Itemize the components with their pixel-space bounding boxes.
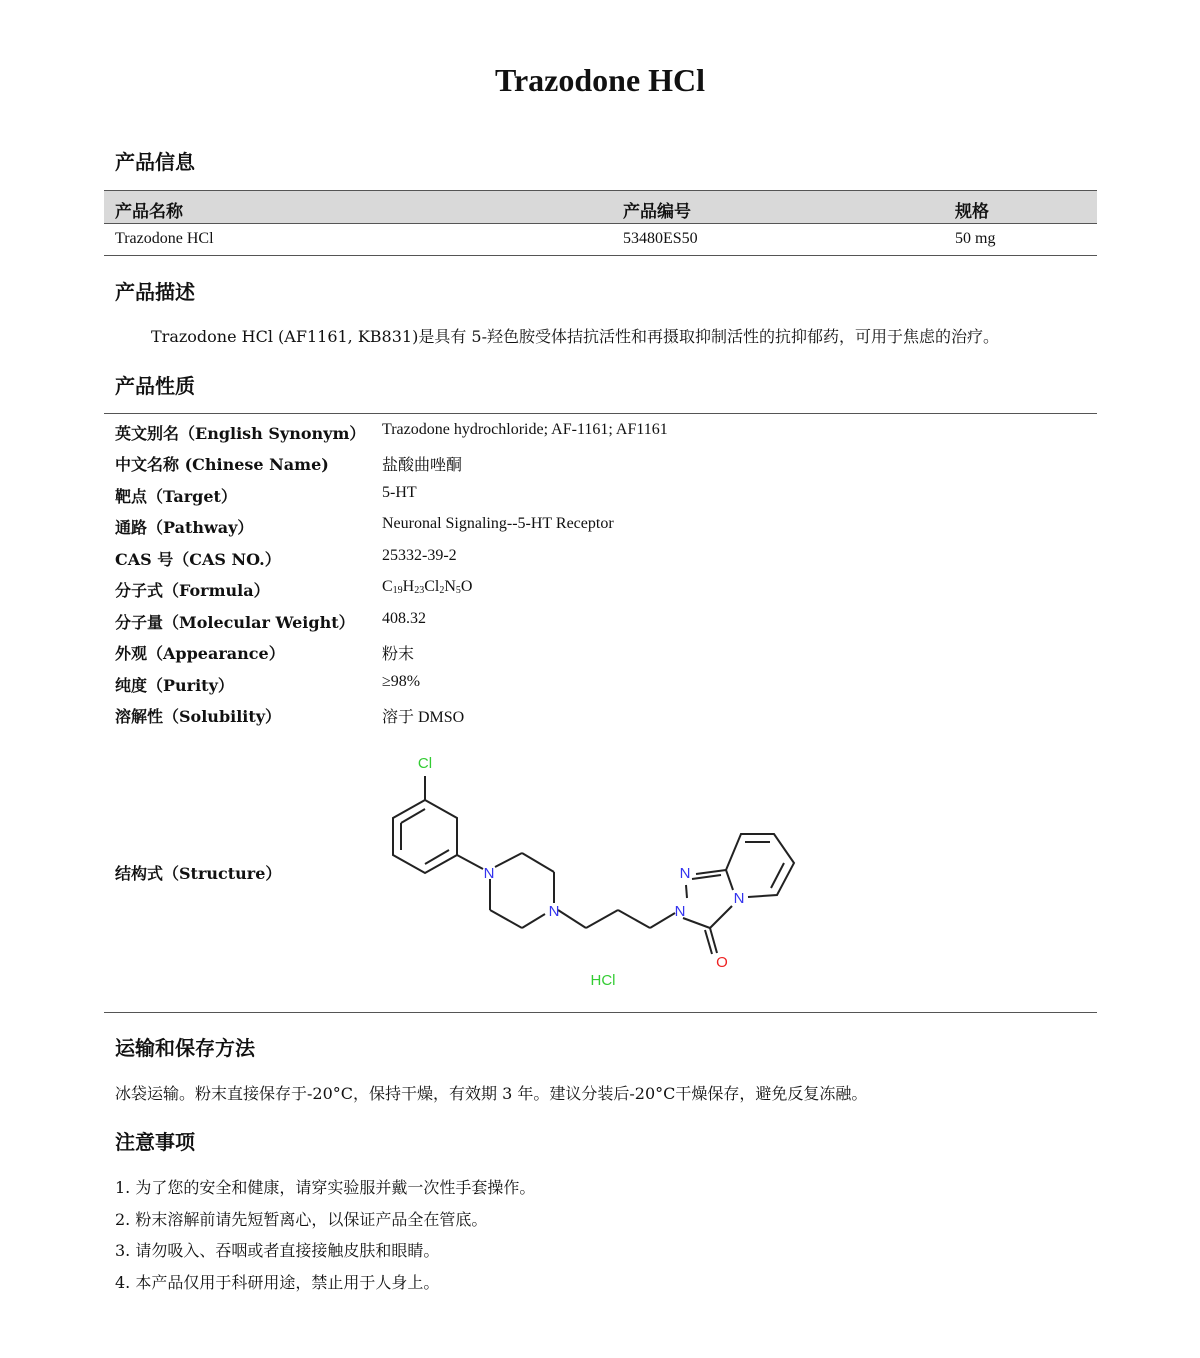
atom-nitrogen-piperazine-1: N <box>483 865 495 882</box>
properties-top-rule <box>104 413 1097 414</box>
section-heading-storage: 运输和保存方法 <box>115 1036 255 1060</box>
label-chinese-name: 中文名称 (Chinese Name) <box>115 455 329 474</box>
label-appearance: 外观（Appearance） <box>115 644 285 663</box>
table-row <box>104 224 1097 256</box>
note-item-2: 2. 粉末溶解前请先短暂离心，以保证产品全在管底。 <box>115 1210 488 1229</box>
value-molecular-weight: 408.32 <box>382 610 426 627</box>
cell-spec: 50 mg <box>955 230 996 247</box>
section-heading-properties: 产品性质 <box>115 374 195 398</box>
table-header-row <box>104 190 1097 224</box>
value-purity: ≥98% <box>382 673 421 690</box>
header-spec: 规格 <box>955 202 989 222</box>
label-molecular-weight: 分子量（Molecular Weight） <box>115 613 355 632</box>
label-pathway: 通路（Pathway） <box>115 518 254 537</box>
label-solubility: 溶解性（Solubility） <box>115 707 282 726</box>
structure-bonds <box>393 776 794 954</box>
note-item-3: 3. 请勿吸入、吞咽或者直接接触皮肤和眼睛。 <box>115 1241 440 1260</box>
value-appearance: 粉末 <box>382 646 415 663</box>
cell-product-code: 53480ES50 <box>623 230 698 247</box>
label-purity: 纯度（Purity） <box>115 676 234 695</box>
note-item-1: 1. 为了您的安全和健康，请穿实验服并戴一次性手套操作。 <box>115 1178 536 1197</box>
note-item-4: 4. 本产品仅用于科研用途，禁止用于人身上。 <box>115 1273 440 1292</box>
section-heading-product-info: 产品信息 <box>115 150 195 174</box>
value-solubility: 溶于 DMSO <box>382 709 465 726</box>
storage-text: 冰袋运输。粉末直接保存于-20°C，保持干燥，有效期 3 年。建议分装后-20°C干燥保存，避免反复冻融。 <box>115 1084 868 1103</box>
value-cas-no: 25332-39-2 <box>382 547 457 564</box>
header-product-code: 产品编号 <box>623 202 691 222</box>
atom-chlorine: Cl <box>417 755 433 772</box>
value-formula: $C_{19}H_{23}Cl_2N_5O$ <box>382 578 473 596</box>
salt-label: HCl <box>590 972 616 989</box>
value-target: 5-HT <box>382 484 417 501</box>
header-product-name: 产品名称 <box>115 202 183 222</box>
product-info-table <box>104 190 1097 256</box>
label-english-synonym: 英文别名（English Synonym） <box>115 424 366 443</box>
chemical-structure-diagram <box>380 748 810 998</box>
label-structure: 结构式（Structure） <box>115 864 282 883</box>
atom-nitrogen-triazole-2: N <box>674 903 686 920</box>
atom-nitrogen-triazole-1: N <box>679 865 691 882</box>
label-target: 靶点（Target） <box>115 487 237 506</box>
atom-nitrogen-bridge: N <box>733 890 745 907</box>
properties-bottom-rule <box>104 1012 1097 1013</box>
value-english-synonym: Trazodone hydrochloride; AF-1161; AF1161 <box>382 421 668 438</box>
atom-oxygen: O <box>716 954 728 971</box>
page-title: Trazodone HCl <box>494 62 706 98</box>
section-heading-notes: 注意事项 <box>115 1130 195 1154</box>
label-formula: 分子式（Formula） <box>115 581 270 600</box>
atom-nitrogen-piperazine-2: N <box>548 903 560 920</box>
label-cas-no: CAS 号（CAS NO.） <box>115 550 281 569</box>
value-chinese-name: 盐酸曲唑酮 <box>382 457 463 474</box>
value-pathway: Neuronal Signaling--5-HT Receptor <box>382 515 614 532</box>
cell-product-name: Trazodone HCl <box>115 230 214 247</box>
description-text: Trazodone HCl (AF1161, KB831)是具有 5-羟色胺受体拮抗活性和再摄取抑制活性的抗抑郁药，可用于焦虑的治疗。 <box>151 327 1000 346</box>
section-heading-description: 产品描述 <box>115 280 195 304</box>
